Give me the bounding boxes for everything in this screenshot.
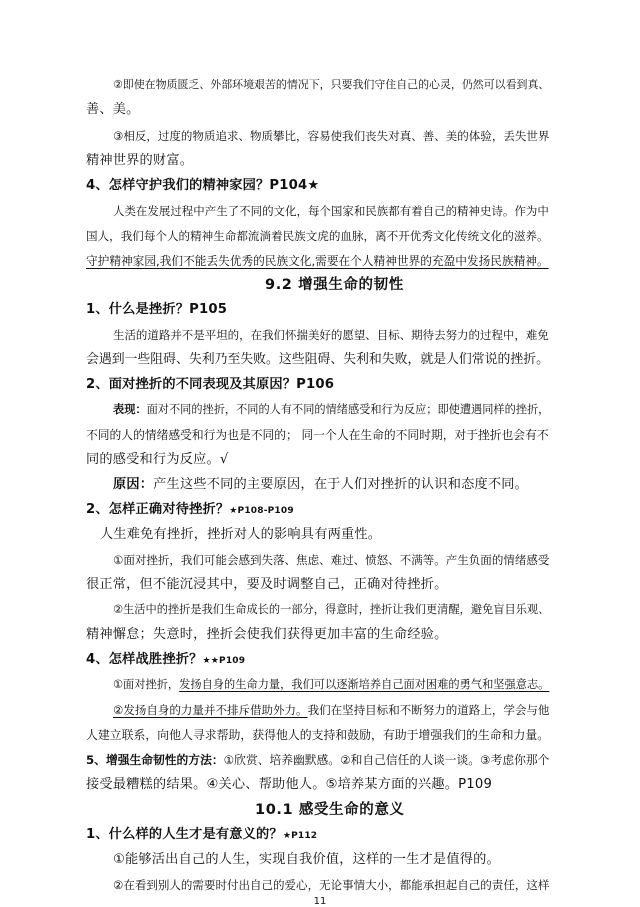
paragraph-line: 不同的人的情绪感受和行为也是不同的； 同一个人在生命的不同时期，对于挫折也会有不	[86, 428, 549, 442]
line-rest: ①欣赏、培养幽默感。②和自己信任的人谈一谈。③考虑你那个	[223, 753, 550, 767]
paragraph-line: ③相反，过度的物质追求、物质攀比，容易使我们丧失对真、善、美的体验，丢失世界	[113, 129, 550, 143]
question-heading	[86, 651, 245, 670]
paragraph-line	[113, 676, 549, 694]
paragraph-line: ①能够活出自己的人生，实现自我价值，这样的一生才是值得的。	[113, 852, 500, 867]
line-start: ①面对挫折，	[113, 678, 180, 691]
question-heading	[86, 826, 317, 845]
paragraph-line: 精神世界的财富。	[86, 153, 194, 168]
section-title: 10.1 感受生命的意义	[255, 802, 405, 818]
line-rest: 产生这些不同的主要原因，在于人们对挫折的认识和态度不同。	[153, 477, 529, 492]
paragraph-line	[113, 401, 549, 419]
question-heading: 1、什么是挫折？P105	[86, 302, 228, 317]
paragraph-line: 生活的道路并不是平坦的，在我们怀揣美好的愿望、目标、期待去努力的过程中，难免	[113, 328, 549, 342]
underlined-text: 发扬自身的生命力量，我们可以逐渐培养自己面对困难的勇气和坚强意志。	[179, 678, 550, 691]
heading-text: 4、怎样战胜挫折？	[86, 652, 203, 667]
label-yuanyin: 原因：	[113, 477, 154, 492]
paragraph-line: 会遇到一些阻碍、失利乃至失败。这些阻碍、失利和失败，就是人们常说的挫折。	[86, 352, 549, 367]
page-ref: ★P108-P109	[229, 506, 294, 516]
paragraph-line	[113, 701, 549, 719]
line-rest: 我们在坚持目标和不断努力的道路上，学会与他	[307, 703, 550, 717]
paragraph-line: ②即使在物质匮乏、外部环境艰苦的情况下，只要我们守住自己的心灵，仍然可以看到真、	[113, 78, 550, 91]
heading-text: 2、怎样正确对待挫折？	[86, 502, 230, 517]
paragraph-line	[86, 751, 549, 769]
page-ref: ★P112	[282, 831, 318, 841]
paragraph-line: 很正常，但不能沉浸其中，要及时调整自己，正确对待挫折。	[86, 577, 448, 592]
paragraph-line: 人生难免有挫折，挫折对人的影响具有两重性。	[100, 527, 382, 542]
paragraph-line: 精神懈怠；失意时，挫折会使我们获得更加丰富的生命经验。	[86, 627, 448, 642]
paragraph-line: 接受最糟糕的结果。④关心、帮助他人。⑤培养某方面的兴趣。P109	[86, 777, 493, 792]
section-title: 9.2 增强生命的韧性	[265, 277, 404, 293]
method-label: 5、增强生命韧性的方法：	[86, 753, 224, 767]
paragraph-line: 人建立联系，向他人寻求帮助，获得他人的支持和鼓励，有助于增强我们的生命和力量。	[86, 728, 550, 742]
page-number: 11	[313, 896, 327, 907]
page-ref: ★★P109	[202, 656, 246, 666]
line-rest: 面对不同的挫折，不同的人有不同的情绪感受和行为反应；即使遭遇同样的挫折，	[146, 403, 550, 416]
label-biaoxian: 表现：	[113, 403, 147, 416]
paragraph-line: ②在看到别人的需要时付出自己的爱心，无论事情大小，都能承担起自己的责任，这样	[113, 878, 550, 892]
paragraph-line: 善、美。	[86, 102, 140, 117]
paragraph-line: 同的感受和行为反应。√	[86, 452, 229, 467]
paragraph-line	[113, 476, 528, 494]
paragraph-line: 国人，我们每个人的精神生命都流淌着民族文虎的血脉，离不开优秀文化传统文化的滋养。	[86, 229, 549, 243]
paragraph-line: ②生活中的挫折是我们生命成长的一部分，得意时，挫折让我们更清醒，避免盲目乐观、	[113, 603, 550, 616]
question-heading: 2、面对挫折的不同表现及其原因？P106	[86, 377, 335, 392]
question-heading	[86, 501, 294, 520]
paragraph-line: ①面对挫折，我们可能会感到失落、焦虑、难过、愤怒、不满等。产生负面的情绪感受	[113, 553, 550, 567]
paragraph-line: 人类在发展过程中产生了不同的文化，每个国家和民族都有着自己的精神史诗。作为中	[113, 204, 549, 218]
underlined-text: ②发扬自身的力量并不排斥借助外力。	[113, 703, 308, 717]
heading-text: 1、什么样的人生才是有意义的？	[86, 827, 283, 842]
question-heading: 4、怎样守护我们的精神家园？P104★	[86, 178, 320, 193]
underlined-line: 守护精神家园,我们不能丢失优秀的民族文化,需要在个人精神世界的充盈中发扬民族精神。	[86, 254, 549, 268]
